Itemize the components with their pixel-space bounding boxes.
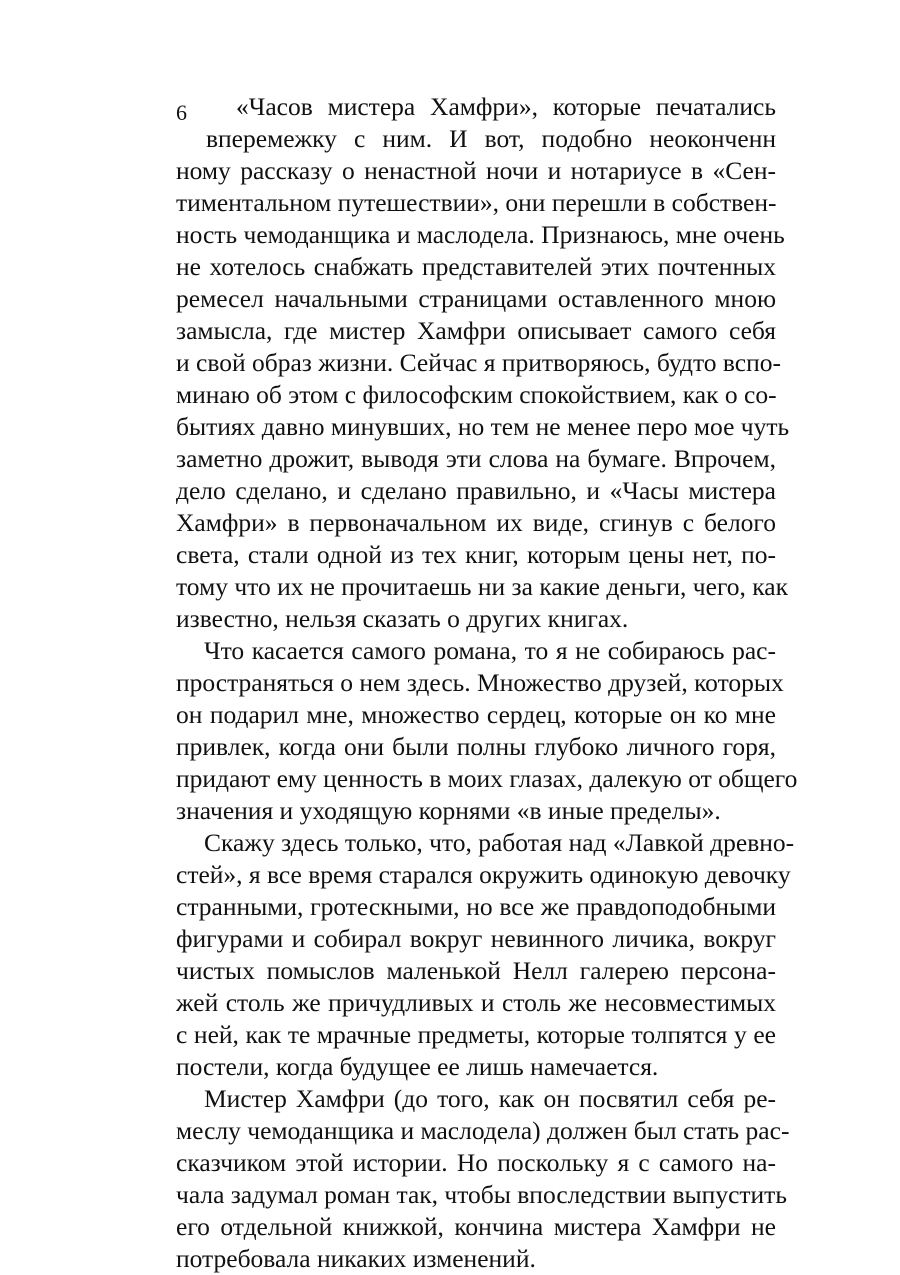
text-line: тому что их не прочитаешь ни за какие деньги, чего, как bbox=[176, 572, 788, 601]
text-line: тиментальном путешествии», они перешли в собствен- bbox=[176, 188, 777, 217]
text-line: жей столь же причудливых и столь же несовместимых bbox=[176, 988, 776, 1017]
text-line: ремесел начальными страницами оставленного мною bbox=[176, 284, 776, 313]
text-line: меслу чемоданщика и маслодела) должен был стать рас- bbox=[176, 1116, 790, 1145]
text-line: постели, когда будущее ее лишь намечается. bbox=[176, 1052, 659, 1081]
text-line: дело сделано, и сделано правильно, и «Часы мистера bbox=[176, 476, 776, 505]
text-line: Мистер Хамфри (до того, как он посвятил себя ре- bbox=[204, 1084, 776, 1113]
text-line: Скажу здесь только, что, работая над «Лавкой древно- bbox=[204, 828, 795, 857]
text-line: замысла, где мистер Хамфри описывает самого себя bbox=[176, 316, 776, 345]
paragraph bbox=[176, 827, 795, 1083]
text-line: бытиях давно минувших, но тем не менее перо мое чуть bbox=[176, 412, 790, 441]
paragraph bbox=[176, 1083, 790, 1275]
text-line: придают ему ценность в моих глазах, далекую от общего bbox=[176, 764, 798, 793]
text-line: Хамфри» в первоначальном их виде, сгинув с белого bbox=[176, 508, 776, 537]
text-line: не хотелось снабжать представителей этих почтенных bbox=[176, 252, 776, 281]
text-line: стей», я все время старался окружить одинокую девочку bbox=[176, 860, 791, 889]
text-line: чала задумал роман так, чтобы впоследствии выпустить bbox=[176, 1180, 787, 1209]
text-line: привлек, когда они были полны глубоко личного горя, bbox=[176, 732, 776, 761]
text-line: потребовала никаких изменений. bbox=[176, 1244, 536, 1273]
paragraph bbox=[176, 635, 798, 827]
text-line: света, стали одной из тех книг, которым цены нет, по- bbox=[176, 540, 776, 569]
body-text bbox=[176, 91, 798, 1275]
text-line: известно, нельзя сказать о других книгах. bbox=[176, 604, 629, 633]
text-line: пространяться о нем здесь. Множество друзей, которых bbox=[176, 668, 784, 697]
text-line: странными, гротескными, но все же правдоподобными bbox=[176, 892, 776, 921]
text-line: заметно дрожит, выводя эти слова на бумаге. Впрочем, bbox=[176, 444, 776, 473]
text-line: он подарил мне, множество сердец, которые он ко мне bbox=[176, 700, 776, 729]
paragraph bbox=[176, 91, 790, 635]
text-line: фигурами и собирал вокруг невинного личика, вокруг bbox=[176, 924, 776, 953]
text-line: вперемежку с ним. И вот, подобно неоконченн bbox=[206, 124, 776, 153]
text-line: Что касается самого романа, то я не собираюсь рас- bbox=[204, 636, 776, 665]
text-line: с ней, как те мрачные предметы, которые толпятся у ее bbox=[176, 1020, 776, 1049]
text-line: минаю об этом с философским спокойствием, как о со- bbox=[176, 380, 777, 409]
text-line: «Часов мистера Хамфри», которые печатались bbox=[236, 92, 776, 121]
text-line: чистых помыслов маленькой Нелл галерею персона- bbox=[176, 956, 776, 985]
text-line: значения и уходящую корнями «в иные пределы». bbox=[176, 796, 721, 825]
text-line: сказчиком этой истории. Но поскольку я с самого на- bbox=[176, 1148, 776, 1177]
page-number: 6 bbox=[176, 100, 187, 125]
text-line: ному рассказу о ненастной ночи и нотариусе в «Сен- bbox=[176, 156, 776, 185]
text-line: ность чемоданщика и маслодела. Признаюсь, мне очень bbox=[176, 220, 785, 249]
text-line: и свой образ жизни. Сейчас я притворяюсь, будто вспо- bbox=[176, 348, 782, 377]
text-line: его отдельной книжкой, кончина мистера Хамфри не bbox=[176, 1212, 776, 1241]
